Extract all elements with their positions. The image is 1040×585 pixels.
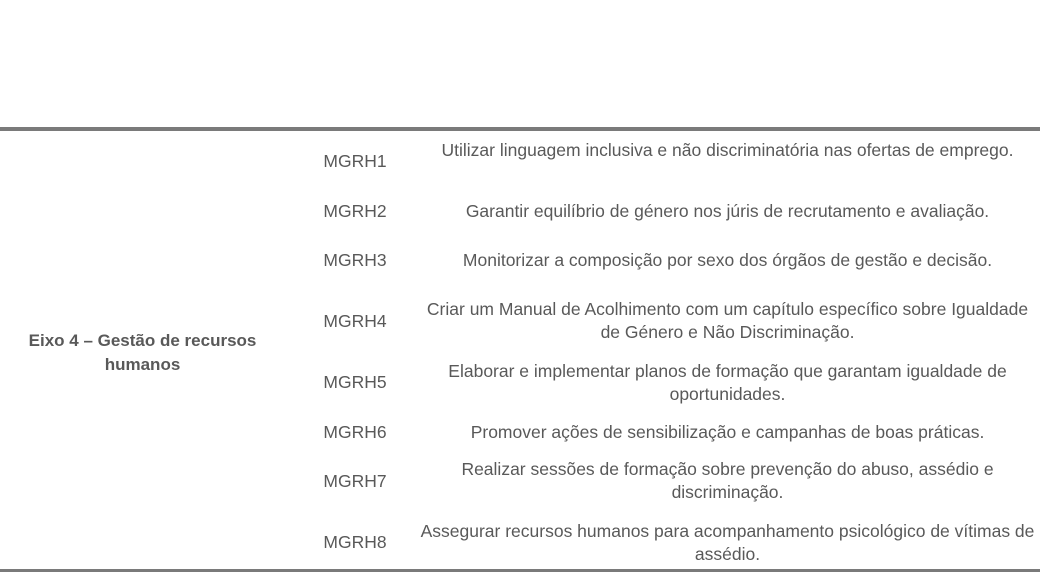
measure-code: MGRH2	[323, 201, 387, 221]
measure-description: Monitorizar a composição por sexo dos órgãos de gestão e decisão.	[462, 250, 993, 270]
measure-code: MGRH8	[323, 532, 387, 552]
measure-code: MGRH7	[323, 471, 387, 491]
measure-description: Garantir equilíbrio de género nos júris de recrutamento e avaliação.	[465, 201, 990, 221]
measure-code: MGRH5	[323, 372, 387, 392]
measure-code: MGRH1	[323, 151, 387, 171]
measure-description: Assegurar recursos humanos para acompanhamento psicológico de vítimas de assédio.	[420, 521, 1035, 564]
measure-description: Promover ações de sensibilização e campanhas de boas práticas.	[470, 422, 985, 442]
measure-description: Elaborar e implementar planos de formação que garantam igualdade de oportunidades.	[448, 361, 1007, 404]
measure-description: Criar um Manual de Acolhimento com um capítulo específico sobre Igualdade de Género e Não Discriminação.	[426, 299, 1029, 342]
measure-description: Utilizar linguagem inclusiva e não discriminatória nas ofertas de emprego.	[441, 140, 1014, 160]
table-top-border	[0, 127, 1040, 131]
measure-code: MGRH3	[323, 250, 387, 270]
measure-code: MGRH6	[323, 422, 387, 442]
axis-label: Eixo 4 – Gestão de recursos humanos	[28, 331, 257, 374]
table-bottom-border	[0, 569, 1040, 572]
measure-code: MGRH4	[323, 311, 387, 331]
measure-description: Realizar sessões de formação sobre prevenção do abuso, assédio e discriminação.	[461, 459, 994, 502]
